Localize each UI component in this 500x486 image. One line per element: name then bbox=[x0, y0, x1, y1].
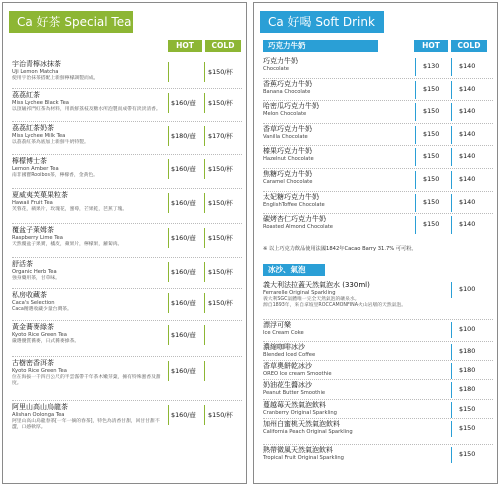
chocolate-hot-price: $150 bbox=[423, 84, 440, 93]
tea-item-description: 阿里山高山烏龍春茶[一年一摘的春茶]，特色為清香甘甜，回甘甘甜不澀，口感軟厚。 bbox=[12, 419, 160, 430]
tea-item-description: 芙蓉花，蘋果片，玫瑰花，蜜莓，芒果乾，芭蕉丁塊。 bbox=[12, 207, 128, 212]
tea-item-name: 荔荔紅茶 bbox=[12, 91, 40, 99]
chocolate-cold-price: $140 bbox=[459, 107, 476, 116]
tea-item-description: 位在海拔一千四百公尺的半雲霧帶千年茶木嫩芽葉，擁有特殊蜜香及甜度。 bbox=[12, 375, 161, 386]
chocolate-item-rule bbox=[263, 78, 493, 79]
tea-item-divider bbox=[168, 293, 169, 313]
chocolate-item-divider bbox=[415, 171, 416, 189]
ice-item-name: 香草奧餅乾冰沙 bbox=[263, 362, 312, 370]
tea-item-english: Alishan Oolonga Tea bbox=[12, 412, 65, 418]
tea-item-hot-price: $180/壺 bbox=[171, 132, 196, 140]
ice-item-english: Cranberry Original Sparkling bbox=[263, 410, 337, 416]
chocolate-hot-price: $150 bbox=[423, 107, 440, 116]
chocolate-cold-price: $140 bbox=[459, 220, 476, 229]
tea-item-name: 古樹密香洱茶 bbox=[12, 359, 54, 367]
chocolate-item-english: Banana Chocolate bbox=[263, 88, 311, 95]
tea-item-cold-price: $150/杯 bbox=[208, 268, 233, 276]
chocolate-item-english: Vanilla Chocolate bbox=[263, 133, 308, 140]
ice-item-divider bbox=[451, 363, 452, 379]
chocolate-hot-price: $150 bbox=[423, 129, 440, 138]
tea-item-divider bbox=[168, 325, 169, 345]
ice-item-rule bbox=[263, 399, 493, 400]
tea-item-cold-price: $150/杯 bbox=[208, 234, 233, 242]
tea-item-description: 以頂級祁門紅茶為材料，用新鮮荔枝及糖水所泡製而成帶有淡淡清香。 bbox=[12, 107, 161, 112]
ice-item-english: Ferrarelle Original Sparkling bbox=[263, 290, 336, 296]
tea-item-name: 夏威夷芙菓果粒茶 bbox=[12, 191, 68, 199]
chocolate-item-rule bbox=[263, 100, 493, 101]
tea-item-hot-price: $160/壺 bbox=[171, 299, 196, 307]
chocolate-item-name: 香蕉巧克力牛奶 bbox=[263, 79, 312, 88]
tea-item-cold-price: $170/杯 bbox=[208, 132, 233, 140]
ice-item-rule bbox=[263, 341, 493, 342]
ice-item-name: 漂浮可樂 bbox=[263, 321, 291, 329]
special-tea-panel bbox=[2, 2, 247, 484]
ice-item-description: 義大利SGC氣體唯一完全天然氣泡的礦泉水。 bbox=[263, 297, 360, 302]
tea-item-divider bbox=[168, 361, 169, 381]
ice-item-name: 濃縮咖啡冰沙 bbox=[263, 343, 305, 351]
tea-item-description: 使用宇治抹茶搭配上新鮮檸檬調製而成。 bbox=[12, 76, 99, 81]
tea-item-english: Kyoto Rice Green Tea bbox=[12, 332, 67, 338]
chocolate-item-english: EnglishToffee Chocolate bbox=[263, 201, 325, 208]
tea-item-english: Uji Lemon Matcha bbox=[12, 69, 59, 75]
tea-item-divider bbox=[204, 62, 205, 82]
tea-item-divider bbox=[168, 405, 169, 425]
chocolate-item-divider bbox=[451, 58, 452, 76]
tea-item-hot-price: $160/壺 bbox=[171, 234, 196, 242]
tea-item-divider bbox=[204, 126, 205, 146]
tea-item-divider bbox=[168, 126, 169, 146]
chocolate-cold-price: $140 bbox=[459, 197, 476, 206]
tea-item-rule bbox=[12, 257, 242, 258]
chocolate-item-english: Caramel Chocolate bbox=[263, 179, 313, 185]
tea-item-hot-price: $160/壺 bbox=[171, 199, 196, 207]
ice-item-price: $100 bbox=[459, 285, 476, 293]
chocolate-item-divider bbox=[415, 81, 416, 99]
ice-item-divider bbox=[451, 402, 452, 418]
tea-item-english: Lemon Amber Tea bbox=[12, 166, 59, 172]
chocolate-item-english: Melon Chocolate bbox=[263, 111, 307, 118]
chocolate-item-divider bbox=[451, 103, 452, 121]
tea-item-english: Kyoto Rice Green Tea bbox=[12, 368, 67, 374]
chocolate-item-english: Hazelnut Chocolate bbox=[263, 156, 314, 163]
special-tea-banner: Ca 好茶 Special Tea bbox=[9, 11, 133, 33]
ice-item-price: $180 bbox=[459, 366, 476, 374]
ice-item-name: 加州白蜜桃天然氣泡飲料 bbox=[263, 420, 340, 428]
tea-item-name: 阿里山高山烏龍茶 bbox=[12, 403, 68, 411]
ice-item-name: 熱帶微風天然氣泡飲料 bbox=[263, 446, 333, 454]
tea-item-cold-price: $150/杯 bbox=[208, 99, 233, 107]
tea-item-name: 荔荔紅茶奶茶 bbox=[12, 124, 54, 132]
ice-item-english: Ice Cream Coke bbox=[263, 330, 304, 336]
ice-item-divider bbox=[451, 421, 452, 437]
tea-item-english: Caca's Selection bbox=[12, 300, 55, 306]
chocolate-item-name: 哈密瓜巧克力牛奶 bbox=[263, 102, 319, 111]
ice-item-price: $150 bbox=[459, 424, 476, 432]
ice-item-divider bbox=[451, 382, 452, 398]
chocolate-item-name: 太妃糖巧克力牛奶 bbox=[263, 192, 319, 201]
tea-item-divider bbox=[204, 325, 205, 345]
tea-item-rule bbox=[12, 154, 242, 155]
chocolate-item-divider bbox=[451, 81, 452, 99]
chocolate-cold-price: $140 bbox=[459, 84, 476, 93]
ice-item-rule bbox=[263, 418, 493, 419]
ice-item-rule bbox=[263, 379, 493, 380]
tea-item-divider bbox=[204, 262, 205, 282]
tea-item-description: 強身藥用茶，甘草味。 bbox=[12, 276, 60, 281]
tea-item-cold-price: $150/杯 bbox=[208, 299, 233, 307]
chocolate-item-rule bbox=[263, 168, 493, 169]
chocolate-cold-price: $140 bbox=[459, 152, 476, 161]
tea-item-english: Hawaii Fruit Tea bbox=[12, 200, 53, 206]
chocolate-item-name: 香草巧克力牛奶 bbox=[263, 124, 312, 133]
tea-item-rule bbox=[12, 356, 242, 357]
tea-item-divider bbox=[168, 262, 169, 282]
tea-item-cold-price: $150/杯 bbox=[208, 411, 233, 419]
ice-item-description: 源自1893年，來自拿坡里ROCCAMONFINA火山岩層的天然氣泡。 bbox=[263, 303, 406, 308]
ice-item-divider bbox=[451, 282, 452, 298]
choc-cold-header: COLD bbox=[451, 40, 487, 52]
ice-item-english: OREO Ice cream Smoothie bbox=[263, 371, 332, 377]
ice-item-name: 義大利法拉蓋天然氣泡水 (330ml) bbox=[263, 281, 370, 289]
ice-item-english: Blended Iced Coffee bbox=[263, 352, 316, 358]
ice-item-rule bbox=[263, 319, 493, 320]
ice-item-english: California Peach Original Sparkling bbox=[263, 429, 353, 435]
ice-item-divider bbox=[451, 322, 452, 338]
tea-item-divider bbox=[168, 62, 169, 82]
tea-item-description: Caca精選收藏少量台灣茶。 bbox=[12, 307, 72, 312]
tea-item-description: 嚴選優質蕎麥，日式蕎麥綠茶。 bbox=[12, 339, 80, 344]
chocolate-item-name: 榛果巧克力牛奶 bbox=[263, 147, 312, 156]
chocolate-item-rule bbox=[263, 213, 493, 214]
tea-item-divider bbox=[204, 361, 205, 381]
ice-item-price: $150 bbox=[459, 450, 476, 458]
chocolate-item-divider bbox=[415, 148, 416, 166]
tea-item-description: 以荔荔紅茶為底加上新鮮牛奶特製。 bbox=[12, 140, 89, 145]
chocolate-cold-price: $140 bbox=[459, 129, 476, 138]
tea-item-divider bbox=[204, 159, 205, 179]
chocolate-item-divider bbox=[415, 103, 416, 121]
chocolate-item-divider bbox=[451, 194, 452, 212]
chocolate-item-english: Roasted Almond Chocolate bbox=[263, 224, 333, 231]
tea-item-english: Raspberry Lime Tea bbox=[12, 235, 63, 241]
tea-item-name: 宇治青檸冰抹茶 bbox=[12, 60, 61, 68]
chocolate-item-rule bbox=[263, 123, 493, 124]
tea-item-rule bbox=[12, 288, 242, 289]
ice-item-name: 奶油花生醬冰沙 bbox=[263, 381, 312, 389]
chocolate-item-name: 巧克力牛奶 bbox=[263, 57, 298, 65]
chocolate-item-divider bbox=[415, 58, 416, 76]
ice-item-rule bbox=[263, 444, 493, 445]
chocolate-item-divider bbox=[451, 126, 452, 144]
tea-item-cold-price: $150/杯 bbox=[208, 165, 233, 173]
tea-item-name: 覆盆子萊姆茶 bbox=[12, 226, 54, 234]
ice-item-name: 蔓越莓天然氣泡飲料 bbox=[263, 401, 326, 409]
chocolate-hot-price: $130 bbox=[423, 62, 440, 70]
tea-item-rule bbox=[12, 320, 242, 321]
ice-item-price: $180 bbox=[459, 385, 476, 393]
tea-item-divider bbox=[168, 159, 169, 179]
tea-item-hot-price: $160/壺 bbox=[171, 99, 196, 107]
chocolate-hot-price: $150 bbox=[423, 197, 440, 206]
ice-item-english: Peanut Butter Smoothie bbox=[263, 390, 326, 396]
chocolate-cold-price: $140 bbox=[459, 62, 476, 70]
tea-item-divider bbox=[204, 93, 205, 113]
tea-item-cold-price: $150/杯 bbox=[208, 68, 233, 76]
tea-item-hot-price: $160/壺 bbox=[171, 268, 196, 276]
chocolate-item-name: 焦糖巧克力牛奶 bbox=[263, 170, 312, 178]
chocolate-hot-price: $150 bbox=[423, 220, 440, 229]
tea-item-english: Miss Lychee Black Tea bbox=[12, 100, 69, 106]
chocolate-item-rule bbox=[263, 191, 493, 192]
chocolate-item-divider bbox=[415, 216, 416, 234]
tea-item-divider bbox=[204, 193, 205, 213]
chocolate-section-header: 巧克力牛奶 bbox=[263, 40, 378, 52]
tea-item-rule bbox=[12, 121, 242, 122]
tea-item-rule bbox=[12, 400, 242, 401]
ice-item-english: Tropical Fruit Original Sparkling bbox=[263, 455, 344, 461]
chocolate-hot-price: $150 bbox=[423, 152, 440, 161]
soft-drink-panel bbox=[253, 2, 498, 484]
chocolate-item-divider bbox=[415, 126, 416, 144]
tea-item-rule bbox=[12, 223, 242, 224]
tea-item-hot-price: $160/壺 bbox=[171, 165, 196, 173]
chocolate-item-divider bbox=[415, 194, 416, 212]
tea-item-divider bbox=[204, 228, 205, 248]
tea-item-hot-price: $160/壺 bbox=[171, 331, 196, 339]
tea-item-divider bbox=[168, 228, 169, 248]
tea-item-description: 天然覆盆子果實，橘皮，蘋果片，檸檬果，蘿蔔肉。 bbox=[12, 242, 123, 247]
tea-item-divider bbox=[204, 293, 205, 313]
ice-section-header: 冰沙、氣泡 bbox=[263, 264, 325, 276]
tea-item bbox=[12, 359, 242, 387]
chocolate-cold-price: $140 bbox=[459, 175, 476, 183]
ice-item-divider bbox=[451, 344, 452, 360]
tea-item-divider bbox=[168, 193, 169, 213]
ice-item-divider bbox=[451, 447, 452, 463]
choc-hot-header: HOT bbox=[414, 40, 448, 52]
chocolate-note: ※ 以上巧克力飲品使用法國1842年Cacao Barry 31.7% 可可粉。 bbox=[263, 246, 417, 252]
tea-item-divider bbox=[168, 93, 169, 113]
chocolate-hot-price: $150 bbox=[423, 175, 440, 183]
chocolate-item-english: Chocolate bbox=[263, 66, 289, 72]
tea-hot-header: HOT bbox=[168, 40, 202, 52]
tea-item-hot-price: $160/壺 bbox=[171, 367, 196, 375]
chocolate-item-name: 碳烤杏仁巧克力牛奶 bbox=[263, 215, 326, 224]
tea-item-hot-price: $160/壺 bbox=[171, 411, 196, 419]
tea-item-name: 檸檬博士茶 bbox=[12, 157, 47, 165]
ice-item-price: $180 bbox=[459, 347, 476, 355]
chocolate-item-divider bbox=[451, 216, 452, 234]
chocolate-item-divider bbox=[451, 171, 452, 189]
tea-item-description: 南非國寶Rooibos茶，檸檬香，金黃色。 bbox=[12, 173, 98, 178]
tea-item-rule bbox=[12, 88, 242, 89]
soft-drink-banner: Ca 好喝 Soft Drink bbox=[260, 11, 384, 33]
tea-item-name: 舒活茶 bbox=[12, 260, 33, 268]
chocolate-item-divider bbox=[451, 148, 452, 166]
tea-item-divider bbox=[204, 405, 205, 425]
ice-item-price: $150 bbox=[459, 405, 476, 413]
tea-item-english: Miss Lychee Milk Tea bbox=[12, 133, 66, 139]
tea-item-cold-price: $150/杯 bbox=[208, 199, 233, 207]
ice-item-rule bbox=[263, 360, 493, 361]
tea-item-name: 私房收藏茶 bbox=[12, 291, 47, 299]
tea-item bbox=[12, 323, 242, 345]
tea-item-english: Organic Herb Tea bbox=[12, 269, 57, 275]
ice-item-price: $100 bbox=[459, 325, 476, 333]
tea-cold-header: COLD bbox=[205, 40, 241, 52]
tea-item-name: 黃金蕎麥綠茶 bbox=[12, 323, 54, 331]
tea-item-rule bbox=[12, 188, 242, 189]
